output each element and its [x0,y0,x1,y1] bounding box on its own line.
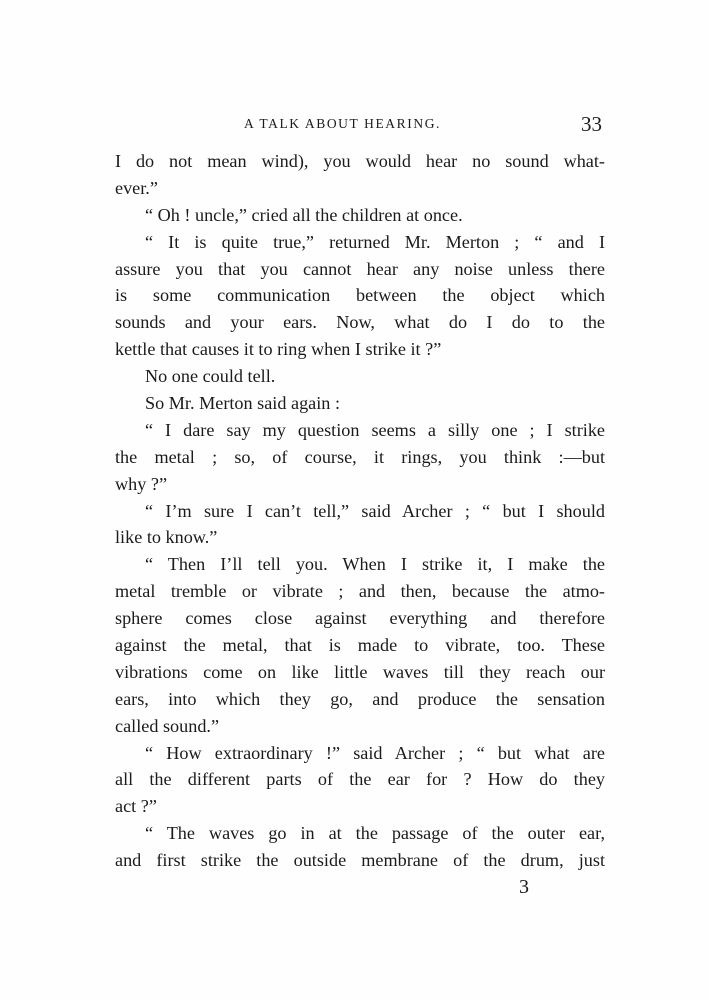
text-line: “ Oh ! uncle,” cried all the children at once. [145,204,463,225]
text-line: “ It is quite true,” returned Mr. Merton ; “ and I [145,231,605,252]
text-line: why ?” [115,473,168,494]
text-line: “ The waves go in at the passage of the outer ear, [145,823,605,844]
text-line: ears, into which they go, and produce the sensation [115,688,605,709]
text-line: and first strike the outside membrane of the drum, just [115,850,605,871]
text-line: against the metal, that is made to vibrate, too. These [115,635,605,656]
page-number: 33 [581,112,602,136]
text-line: metal tremble or vibrate ; and then, because the atmo- [115,581,605,602]
text-line: “ I dare say my question seems a silly one ; I strike [145,419,605,440]
text-line: like to know.” [115,527,218,548]
text-line: “ I’m sure I can’t tell,” said Archer ; “ but I should [145,500,605,521]
text-line: vibrations come on like little waves till they reach our [115,661,605,682]
signature-mark: 3 [519,876,529,898]
text-line: No one could tell. [145,366,276,387]
text-line: is some communication between the object which [115,285,605,306]
text-line: kettle that causes it to ring when I strike it ?” [115,339,442,360]
text-line: all the different parts of the ear for ? How do they [115,769,605,790]
text-line: I do not mean wind), you would hear no sound what- [115,151,605,171]
text-line: “ Then I’ll tell you. When I strike it, I make the [145,554,605,575]
running-title: A TALK ABOUT HEARING. [244,116,442,131]
text-line: “ How extraordinary !” said Archer ; “ but what are [145,742,605,763]
running-head [112,112,602,142]
body-text [115,148,605,874]
text-line: ever.” [115,177,158,198]
text-line: sphere comes close against everything and therefore [115,608,605,629]
text-line: the metal ; so, of course, it rings, you think :—but [115,446,605,467]
text-line: So Mr. Merton said again : [145,393,340,414]
text-line: sounds and your ears. Now, what do I do to the [115,312,605,333]
text-line: act ?” [115,796,157,817]
text-line: called sound.” [115,715,220,736]
text-line: assure you that you cannot hear any noise unless there [115,258,605,279]
